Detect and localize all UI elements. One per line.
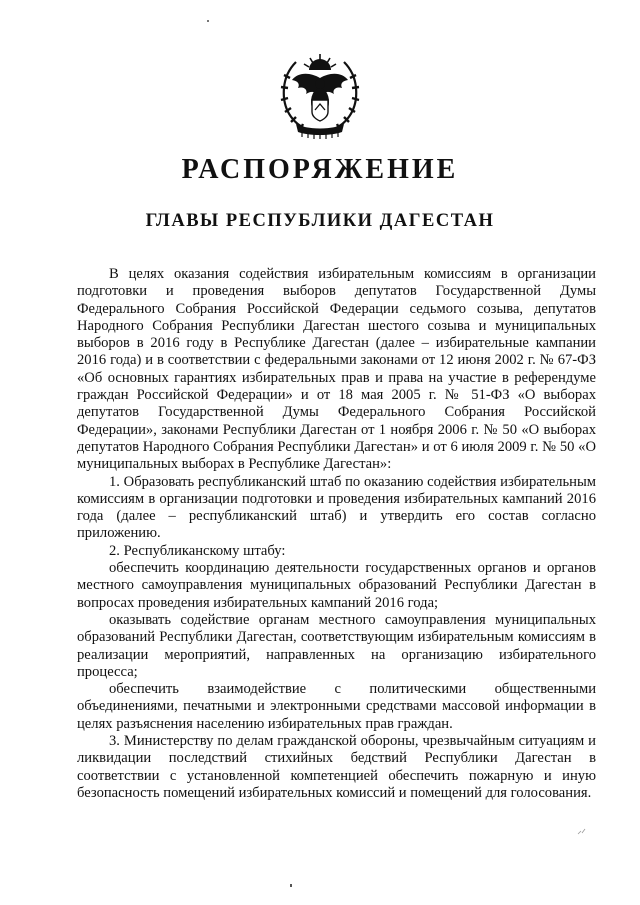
item-3-paragraph: 3. Министерству по делам гражданской обороны, чрезвычайным ситуациям и ликвидации последствий стихийных бедствий Республики Дагестан в соответствии с установленной компетенцией обеспечить пожарную и иную безопасность помещений избирательных комиссий и помещений для голосования.	[77, 733, 596, 801]
scan-speck	[207, 20, 209, 22]
document-body	[77, 266, 596, 802]
preamble-paragraph: В целях оказания содействия избирательным комиссиям в организации подготовки и проведения выборов депутатов Государственной Думы Федерального Собрания Российской Федерации седьмого созыва, депутатов Народного Собрания Республики Дагестан шестого созыва и муниципальных выборов в 2016 году в Республике Дагестан (далее – избирательные кампании 2016 года) и в соответствии с федеральными законами от 12 июня 2002 г. № 67-ФЗ «Об основных гарантиях избирательных прав и права на участие в референдуме граждан Российской Федерации» и от 18 мая 2005 г. № 51-ФЗ «О выборах депутатов Государственной Думы Федерального Собрания Российской Федерации», законами Республики Дагестан от 1 ноября 2006 г. № 50 «О выборах депутатов Народного Собрания Республики Дагестан» и от 6 июля 2009 г. № 50 «О муниципальных выборах в Республике Дагестан»:	[77, 266, 596, 473]
document-subtitle: ГЛАВЫ РЕСПУБЛИКИ ДАГЕСТАН	[145, 211, 495, 231]
scan-speck	[290, 884, 292, 887]
coat-of-arms-dagestan-icon	[276, 48, 364, 140]
item-1-paragraph: 1. Образовать республиканский штаб по оказанию содействия избирательным комиссиям в организации подготовки и проведения избирательных кампаний 2016 года (далее – республиканский штаб) и утвердить его состав согласно приложению.	[77, 473, 596, 542]
item-2-heading: 2. Республиканскому штабу:	[109, 542, 286, 559]
scan-smudge	[577, 828, 587, 836]
item-2-task-coordination: обеспечить координацию деятельности государственных органов и органов местного самоуправления муниципальных образований Республики Дагестан в вопросах проведения избирательных кампаний 2016 года;	[77, 560, 596, 611]
item-2-task-assistance: оказывать содействие органам местного самоуправления муниципальных образований Республики Дагестан, соответствующим избирательным комиссиям в реализации мероприятий, направленных на организацию избирательного процесса;	[77, 611, 596, 680]
document-title: РАСПОРЯЖЕНИЕ	[181, 154, 459, 185]
item-2-task-interaction: обеспечить взаимодействие с политическими общественными объединениями, печатными и электронными средствами массовой информации в целях разъяснения населению избирательных прав граждан.	[77, 681, 596, 732]
